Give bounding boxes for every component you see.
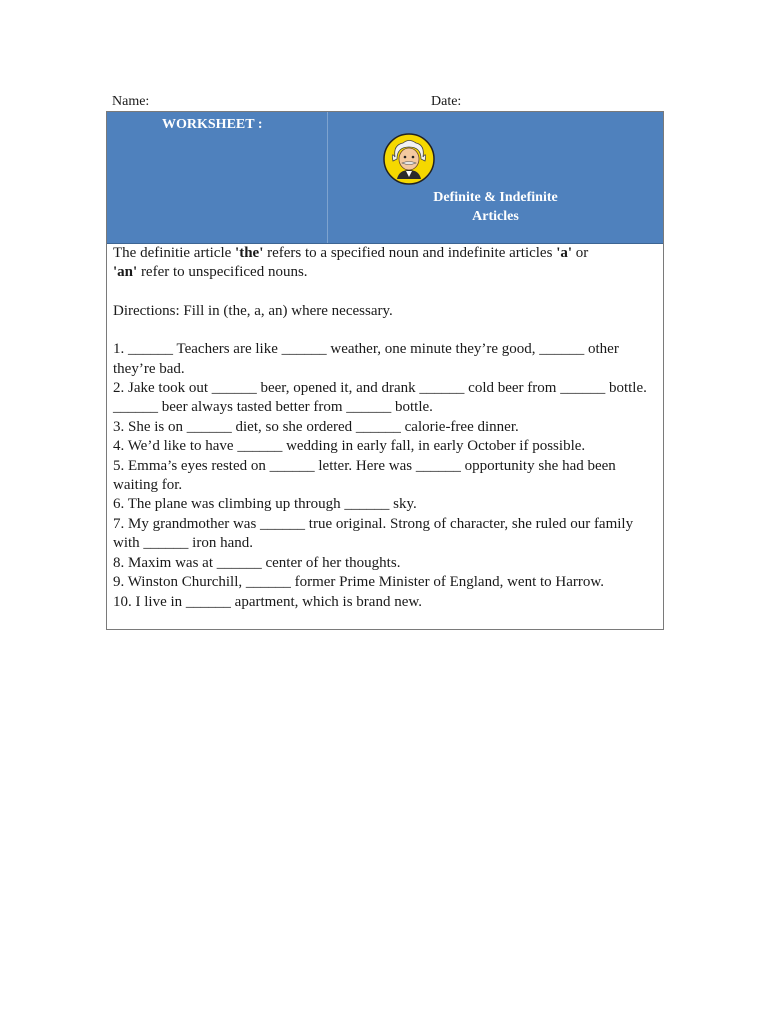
topic-title-line-2: Articles <box>472 209 519 224</box>
question-item: 5. Emma’s eyes rested on ______ letter. Here was ______ opportunity she had been waiting for. <box>113 457 616 494</box>
topic-title <box>328 188 663 226</box>
cartoon-professor-icon <box>383 133 435 185</box>
date-label: Date: <box>431 94 462 109</box>
question-item: 4. We’d like to have ______ wedding in early fall, in early October if possible. <box>113 438 586 455</box>
question-item: 7. My grandmother was ______ true original. Strong of character, she ruled our family with ______ iron hand. <box>113 515 634 552</box>
question-item: 2. Jake took out ______ beer, opened it, and drank ______ cold beer from ______ bottle. ______ beer always tasted better from ______ bottle. <box>113 380 647 416</box>
worksheet-banner <box>107 112 663 244</box>
question-list <box>113 340 655 612</box>
worksheet-body <box>113 243 655 612</box>
intro-an: 'an' <box>113 264 138 281</box>
question-item: 9. Winston Churchill, ______ former Prime Minister of England, went to Harrow. <box>113 574 604 591</box>
directions-text: Directions: Fill in (the, a, an) where necessary. <box>113 302 393 319</box>
intro-text-2: refers to a specified noun and indefinite articles <box>263 245 557 261</box>
worksheet-box <box>106 111 664 630</box>
intro-text-3: or <box>572 245 589 261</box>
question-item: 3. She is on ______ diet, so she ordered ______ calorie-free dinner. <box>113 418 519 435</box>
intro-text-4: refer to unspecificed nouns. <box>137 264 308 281</box>
question-item: 1. ______ Teachers are like ______ weather, one minute they’re good, ______ other they’re bad. <box>113 341 619 377</box>
question-item: 8. Maxim was at ______ center of her thoughts. <box>113 554 401 571</box>
intro-text-1: The definitie article <box>113 245 236 261</box>
question-item: 6. The plane was climbing up through ______ sky. <box>113 496 417 513</box>
question-item: 10. I live in ______ apartment, which is brand new. <box>113 593 422 610</box>
worksheet-title: WORKSHEET : <box>162 117 263 132</box>
intro-a: 'a' <box>556 245 573 261</box>
intro-paragraph <box>113 244 655 283</box>
name-label: Name: <box>112 94 150 109</box>
intro-the: 'the' <box>235 245 264 261</box>
topic-title-line-1: Definite & Indefinite <box>433 190 558 205</box>
